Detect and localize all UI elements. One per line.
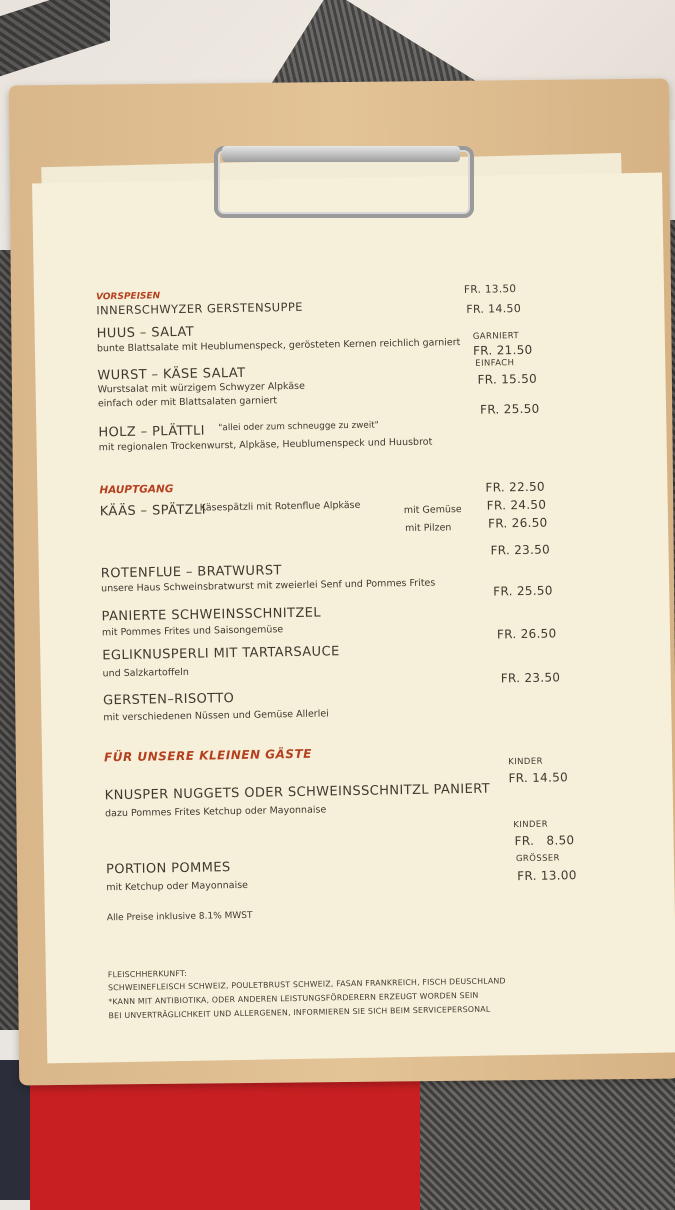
- item-price: FR. 15.50: [477, 371, 538, 387]
- item-description: Wurstsalat mit würzigem Schwyzer Alpkäse: [97, 380, 306, 396]
- option-price: FR. 26.50: [487, 515, 548, 531]
- item-price: FR. 25.50: [479, 401, 540, 417]
- item-name: WURST – KÄSE SALAT: [97, 365, 246, 384]
- item-description: mit Ketchup oder Mayonnaise: [106, 879, 249, 894]
- item-name: ROTENFLUE – BRATWURST: [100, 563, 282, 582]
- footer-line: BEI UNVERTRÄGLICHKEIT UND ALLERGENEN, INFORMIEREN SIE SICH BEIM SERVICEPERSONAL: [108, 1004, 491, 1021]
- price-label: EINFACH: [475, 358, 515, 369]
- item-price: FR. 8.50: [514, 833, 575, 849]
- item-description: mit verschiedenen Nüssen und Gemüse Allerlei: [103, 708, 329, 724]
- footer-line: FLEISCHHERKUNFT:: [107, 968, 187, 980]
- price-label: KINDER: [513, 819, 549, 831]
- item-name: HOLZ – PLÄTTLI: [98, 423, 206, 441]
- item-price: FR. 22.50: [485, 479, 546, 495]
- item-note: "allei oder zum schneugge zu zweit": [218, 420, 379, 434]
- option-label: mit Pilzen: [405, 522, 452, 535]
- price-label: KINDER: [508, 756, 543, 768]
- option-label: mit Gemüse: [403, 504, 462, 517]
- item-name: HUUS – SALAT: [96, 324, 195, 342]
- footer-line: SCHWEINEFLEISCH SCHWEIZ, POULETBRUST SCHWEIZ, FASAN FRANKREICH, FISCH DEUSCHLAND: [108, 976, 506, 993]
- item-description: mit Pommes Frites und Saisongemüse: [101, 624, 284, 639]
- price-label: GARNIERT: [472, 331, 520, 342]
- clipboard-clip-bar: [222, 146, 460, 162]
- item-name: EGLIKNUSPERLI MIT TARTARSAUCE: [102, 644, 340, 664]
- item-price: FR. 14.50: [508, 770, 569, 786]
- section-heading-vorspeisen: VORSPEISEN: [95, 291, 161, 303]
- item-description: unsere Haus Schweinsbratwurst mit zweierlei Senf und Pommes Frites: [101, 577, 436, 595]
- item-price: FR. 26.50: [496, 626, 557, 642]
- option-price: FR. 24.50: [486, 497, 547, 513]
- item-name: GERSTEN–RISOTTO: [102, 691, 235, 709]
- section-heading-hauptgang: HAUPTGANG: [99, 483, 174, 497]
- item-name: PANIERTE SCHWEINSSCHNITZEL: [101, 605, 322, 625]
- menu-sheet: [32, 173, 675, 1064]
- item-description: einfach oder mit Blattsalaten garniert: [97, 395, 278, 410]
- item-description: dazu Pommes Frites Ketchup oder Mayonnaise: [104, 804, 327, 820]
- section-heading-kinder: FÜR UNSERE KLEINEN GÄSTE: [103, 746, 313, 765]
- item-price: FR. 13.00: [517, 868, 577, 884]
- item-price: FR. 14.50: [466, 301, 522, 316]
- vat-note: Alle Preise inklusive 8.1% MWST: [106, 910, 253, 924]
- item-name: PORTION POMMES: [105, 860, 231, 878]
- item-description: bunte Blattsalate mit Heublumenspeck, gerösteten Kernen reichlich garniert: [96, 337, 461, 355]
- item-description: Käsespätzli mit Rotenflue Alpkäse: [199, 499, 361, 514]
- item-price: FR. 25.50: [493, 583, 553, 599]
- item-name: INNERSCHWYZER GERSTENSUPPE: [96, 299, 304, 318]
- item-price: FR. 13.50: [463, 283, 517, 296]
- footer-line: *KANN MIT ANTIBIOTIKA, ODER ANDEREN LEISTUNGSFÖRDERERN ERZEUGT WORDEN SEIN: [108, 990, 479, 1007]
- item-price: FR. 23.50: [500, 670, 561, 686]
- item-description: mit regionalen Trockenwurst, Alpkäse, Heublumenspeck und Huusbrot: [98, 436, 433, 454]
- item-price: FR. 23.50: [490, 542, 551, 558]
- price-label: GRÖSSER: [515, 853, 561, 865]
- item-name: KÄÄS – SPÄTZLI: [99, 502, 207, 520]
- item-description: und Salzkartoffeln: [102, 666, 189, 680]
- item-name: KNUSPER NUGGETS ODER SCHWEINSSCHNITZL PANIERT: [104, 781, 491, 804]
- red-cloth: [30, 1070, 470, 1210]
- item-price: FR. 21.50: [472, 342, 533, 358]
